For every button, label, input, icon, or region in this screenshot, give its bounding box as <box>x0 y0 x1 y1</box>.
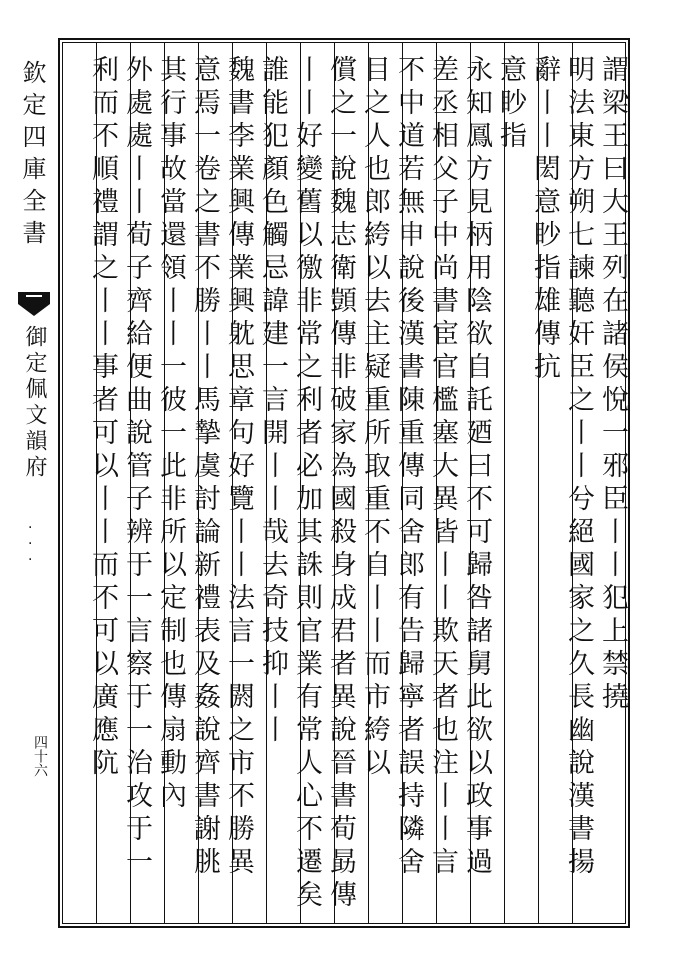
margin-title: 欽定四庫全書 <box>18 60 46 252</box>
text-column: 謂梁王曰大王列在諸侯悅一邪臣丨丨犯上禁撓 <box>597 55 628 715</box>
page-number: 四十六 <box>32 735 48 777</box>
text-column: 永知鳳方見柄用陰欲自託廼曰不可歸咎諸舅此欲以政事過 <box>461 55 492 880</box>
text-column: 差丞相父子中尚書宦官檻塞大異皆丨丨欺天者也注丨丨言 <box>427 55 458 880</box>
fish-tail-mark-icon <box>16 290 52 318</box>
text-column: 不中道若無申說後漢書陳重傳同舍郎有告歸寧者誤持隣舍 <box>393 55 424 880</box>
text-column: 其行事故當還領丨丨一彼一此非所以定制也傳扇動內 <box>155 55 186 814</box>
text-column: 意眇指 <box>495 55 526 154</box>
text-column: 目之人也郎絝以去主疑重所取重不自丨丨而市絝以 <box>359 55 390 781</box>
margin-book-title: 御定佩文韻府 <box>22 325 47 481</box>
text-column: 意焉一卷之書不勝丨丨馬摯虞討論新禮表及姦說齊書謝朓 <box>189 55 220 880</box>
text-column: 明法東方朔七諫聽奸臣之丨丨兮絕國家之久長幽說漢書揚 <box>563 55 594 880</box>
text-column: 誰能犯顏色觸忌諱建一言開丨丨哉去奇技抑丨丨 <box>257 55 288 748</box>
text-column: 丨丨好變舊以徼非常之利者必加其誅則官業有常人心不遷矣 <box>291 55 322 913</box>
text-column: 外處處丨丨荀子齊給便曲說管子辨于一言察于一治攻于一 <box>121 55 152 880</box>
text-column: 辭丨丨閎意眇指雄傳抗 <box>529 55 560 385</box>
text-column: 魏書李業興傳業興躭思章句好覽丨丨法言一閼之市不勝異 <box>223 55 254 880</box>
margin-dots: · · · <box>28 520 33 568</box>
text-column: 償之一說魏志衛顗傳非破家為國殺身成君者異說晉書荀勗傳 <box>325 55 356 913</box>
text-column: 利而不順禮謂之丨丨事者可以丨丨而不可以廣應阬 <box>87 55 118 781</box>
